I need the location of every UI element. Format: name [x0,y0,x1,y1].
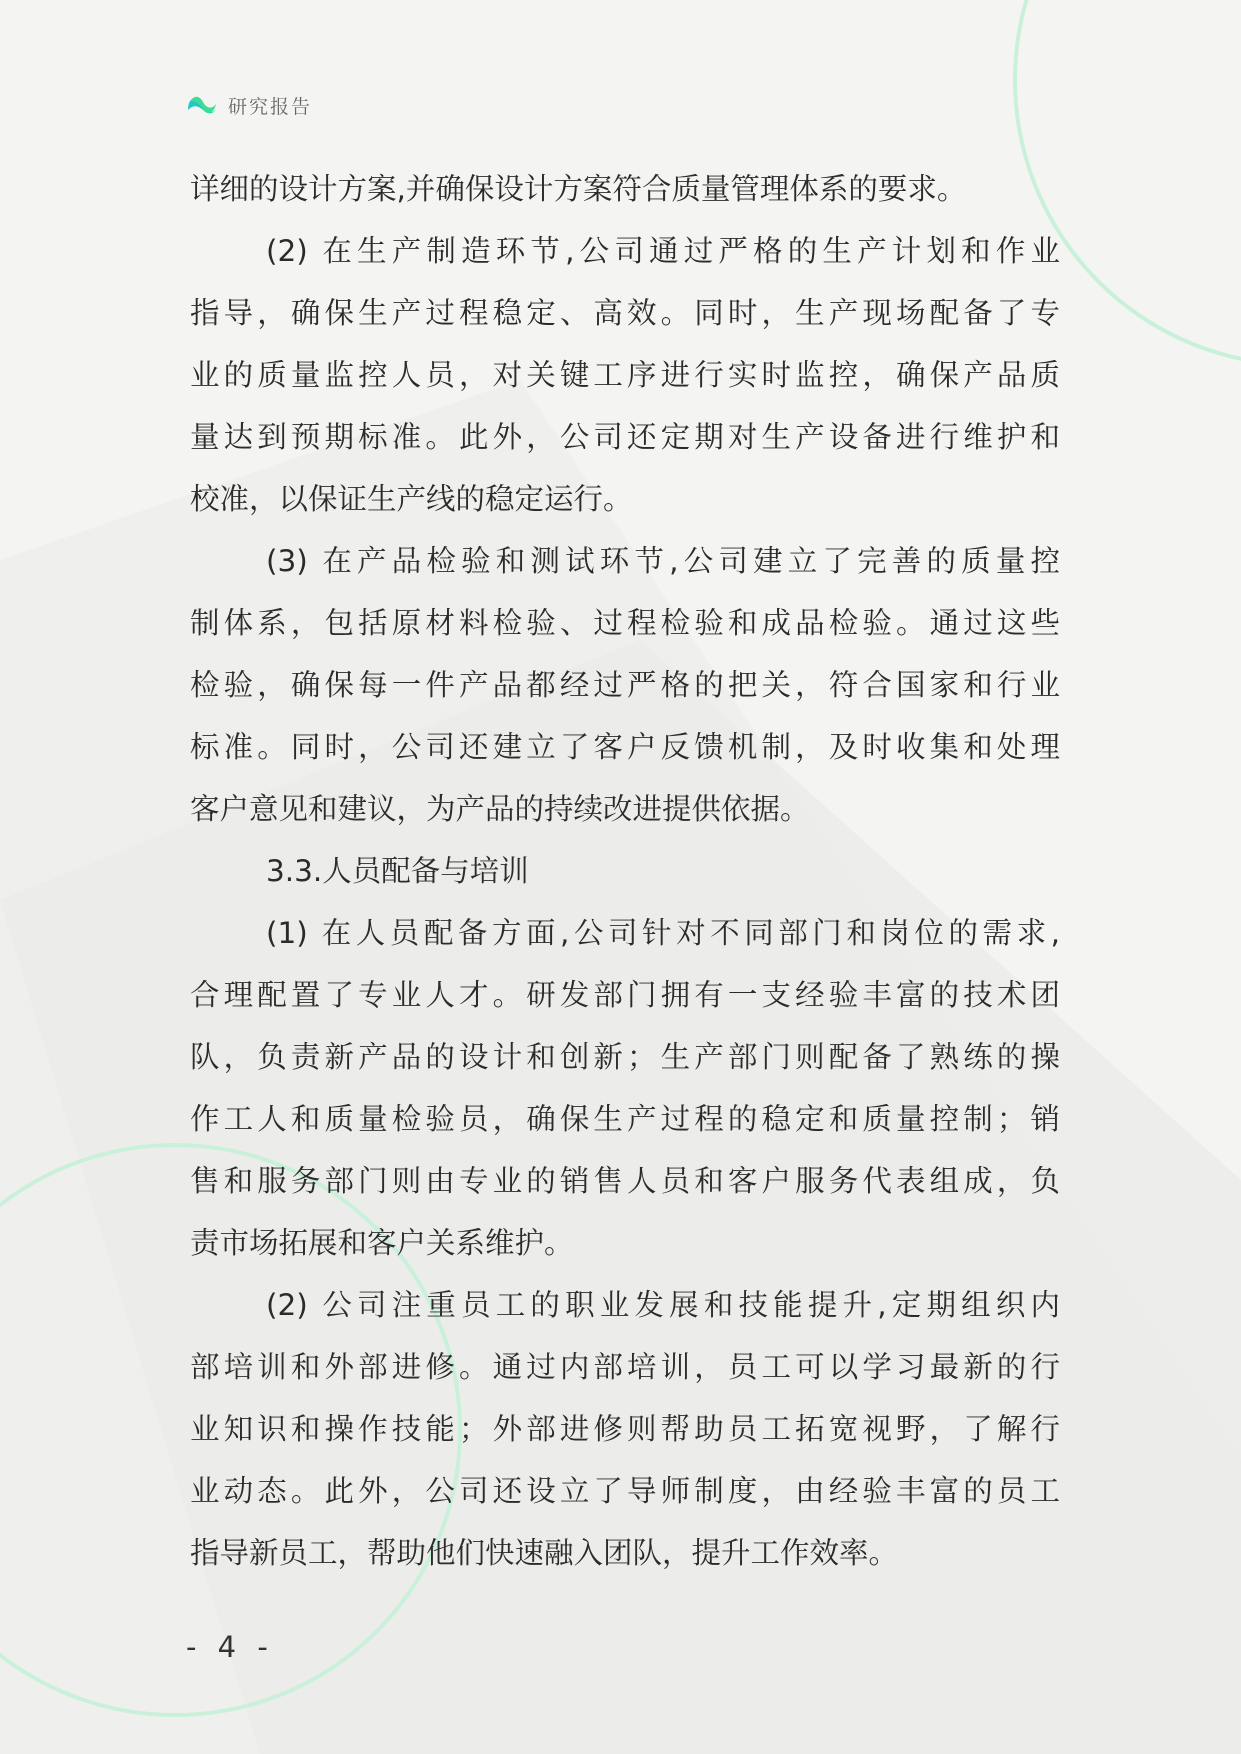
body-line: 责市场拓展和客户关系维护。 [190,1226,574,1260]
section-heading: 3.3.人员配备与培训 [266,854,529,888]
body-line: 队，负责新产品的设计和创新；生产部门则配备了熟练的操 [190,1040,1060,1074]
body-line: 售和服务部门则由专业的销售人员和客户服务代表组成，负 [190,1164,1060,1198]
body-line: (2) 在生产制造环节,公司通过严格的生产计划和作业 [266,234,1060,268]
body-line: 制体系，包括原材料检验、过程检验和成品检验。通过这些 [190,606,1060,640]
body-line: 部培训和外部进修。通过内部培训，员工可以学习最新的行 [190,1350,1060,1384]
brand-logo-icon [186,88,220,122]
body-line: 校准，以保证生产线的稳定运行。 [190,482,633,516]
body-line: 业知识和操作技能；外部进修则帮助员工拓宽视野，了解行 [190,1412,1060,1446]
document-body [190,158,1060,1584]
body-line: 业动态。此外，公司还设立了导师制度，由经验丰富的员工 [190,1474,1060,1508]
body-line: (2) 公司注重员工的职业发展和技能提升,定期组织内 [266,1288,1060,1322]
body-line: 客户意见和建议，为产品的持续改进提供依据。 [190,792,810,826]
body-line: 详细的设计方案,并确保设计方案符合质量管理体系的要求。 [190,172,967,206]
page-number: - 4 - [186,1630,274,1664]
report-header [186,88,312,122]
body-line: 量达到预期标准。此外，公司还定期对生产设备进行维护和 [190,420,1060,454]
body-line: 业的质量监控人员，对关键工序进行实时监控，确保产品质 [190,358,1060,392]
body-line: 指导新员工，帮助他们快速融入团队，提升工作效率。 [190,1536,899,1570]
body-line: 指导，确保生产过程稳定、高效。同时，生产现场配备了专 [190,296,1060,330]
body-line: 检验，确保每一件产品都经过严格的把关，符合国家和行业 [190,668,1060,702]
body-line: (1) 在人员配备方面,公司针对不同部门和岗位的需求, [266,916,1060,950]
body-line: 作工人和质量检验员，确保生产过程的稳定和质量控制；销 [190,1102,1060,1136]
body-line: 合理配置了专业人才。研发部门拥有一支经验丰富的技术团 [190,978,1060,1012]
body-line: 标准。同时，公司还建立了客户反馈机制，及时收集和处理 [190,730,1060,764]
body-line: (3) 在产品检验和测试环节,公司建立了完善的质量控 [266,544,1060,578]
header-title: 研究报告 [228,95,313,118]
